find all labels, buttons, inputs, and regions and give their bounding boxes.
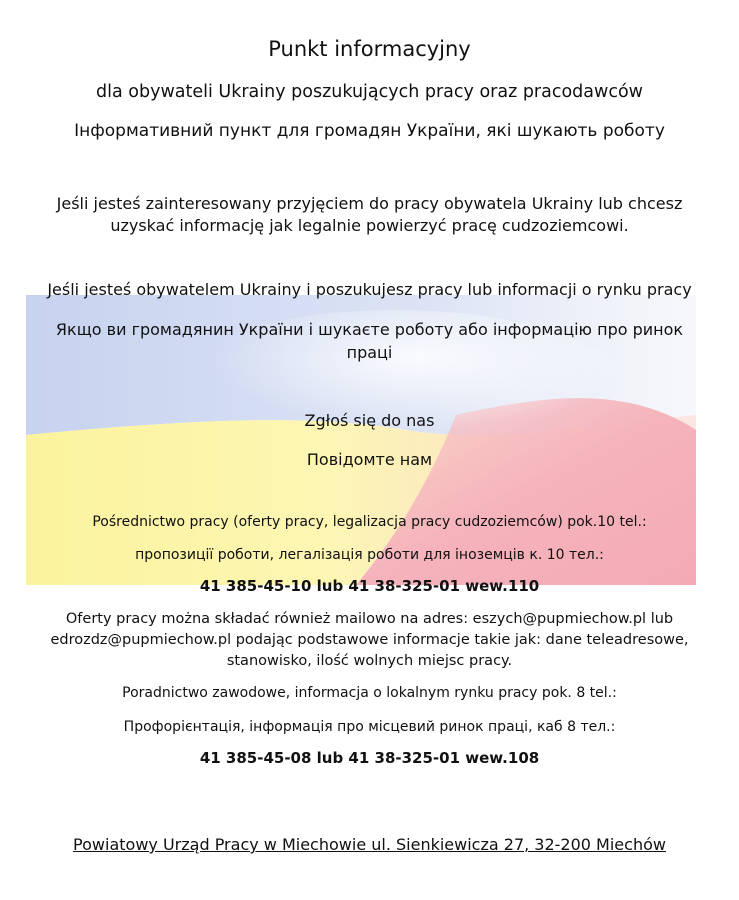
contact-us-ukrainian: Повідомте нам — [306, 450, 433, 469]
job-placement-ukrainian: пропозиції роботи, легалізація роботи для іноземців к. 10 тел.: — [135, 547, 604, 563]
page-title: Punkt informacyjny — [268, 37, 471, 61]
job-placement-polish: Pośrednictwo pracy (oferty pracy, legalizacja pracy cudzoziemców) pok.10 tel.: — [92, 514, 647, 530]
job-offers-email-paragraph: Oferty pracy można składać również mailowo na adres: eszych@pupmiechow.pl lub edrozdz@pupmiechow.pl podając podstawowe informacje takie jak: dane teleadresowe, stanowisko, ilość wolnych miejsc pracy. — [50, 611, 689, 670]
employers-paragraph: Jeśli jesteś zainteresowany przyjęciem do pracy obywatela Ukrainy lub chcesz uzyskać informację jak legalnie powierzyć pracę cudzoziemcowi. — [56, 194, 683, 235]
ukrainians-paragraph-ukrainian: Якщо ви громадянин України і шукаєте роботу або інформацію про ринок праці — [55, 320, 684, 363]
ukrainians-paragraph-polish: Jeśli jesteś obywatelem Ukrainy i poszukujesz pracy lub informacji o rynku pracy — [47, 280, 692, 299]
office-address: Powiatowy Urząd Pracy w Miechowie ul. Sienkiewicza 27, 32-200 Miechów — [73, 835, 666, 854]
subtitle-polish: dla obywateli Ukrainy poszukujących pracy oraz pracodawców — [96, 82, 643, 102]
subtitle-ukrainian: Інформативний пункт для громадян України, які шукають роботу — [74, 121, 665, 141]
career-counseling-ukrainian: Профорієнтація, інформація про місцевий ринок праці, каб 8 тел.: — [123, 719, 616, 735]
contact-us-polish: Zgłoś się do nas — [304, 411, 435, 430]
career-counseling-polish: Poradnictwo zawodowe, informacja o lokalnym rynku pracy pok. 8 tel.: — [122, 685, 617, 701]
job-placement-phone: 41 385-45-10 lub 41 38-325-01 wew.110 — [199, 577, 540, 595]
career-counseling-phone: 41 385-45-08 lub 41 38-325-01 wew.108 — [199, 749, 540, 767]
